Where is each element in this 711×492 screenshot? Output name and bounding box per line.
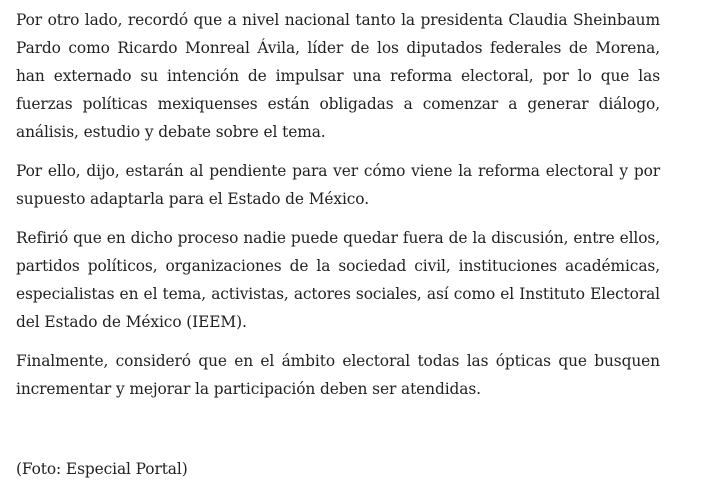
article-paragraph-2: Por ello, dijo, estarán al pendiente para ver cómo viene la reforma electoral y por supuesto adaptarla para el Estado de México. [16, 162, 660, 208]
article-paragraph-3: Refirió que en dicho proceso nadie puede quedar fuera de la discusión, entre ellos, partidos políticos, organizaciones de la sociedad civil, instituciones académicas, especialistas en el tema, activistas, actores sociales, así como el Instituto Electoral del Estado de México (IEEM). [16, 229, 660, 331]
article-paragraph-4: Finalmente, consideró que en el ámbito electoral todas las ópticas que busquen incrementar y mejorar la participación deben ser atendidas. [16, 352, 660, 398]
photo-caption: (Foto: Especial Portal) [16, 460, 188, 478]
article-paragraph-1: Por otro lado, recordó que a nivel nacional tanto la presidenta Claudia Sheinbaum Pardo como Ricardo Monreal Ávila, líder de los diputados federales de Morena, han externado su intención de impulsar una reforma electoral, por lo que las fuerzas políticas mexiquenses están obligadas a comenzar a generar diálogo, análisis, estudio y debate sobre el tema. [16, 11, 660, 141]
